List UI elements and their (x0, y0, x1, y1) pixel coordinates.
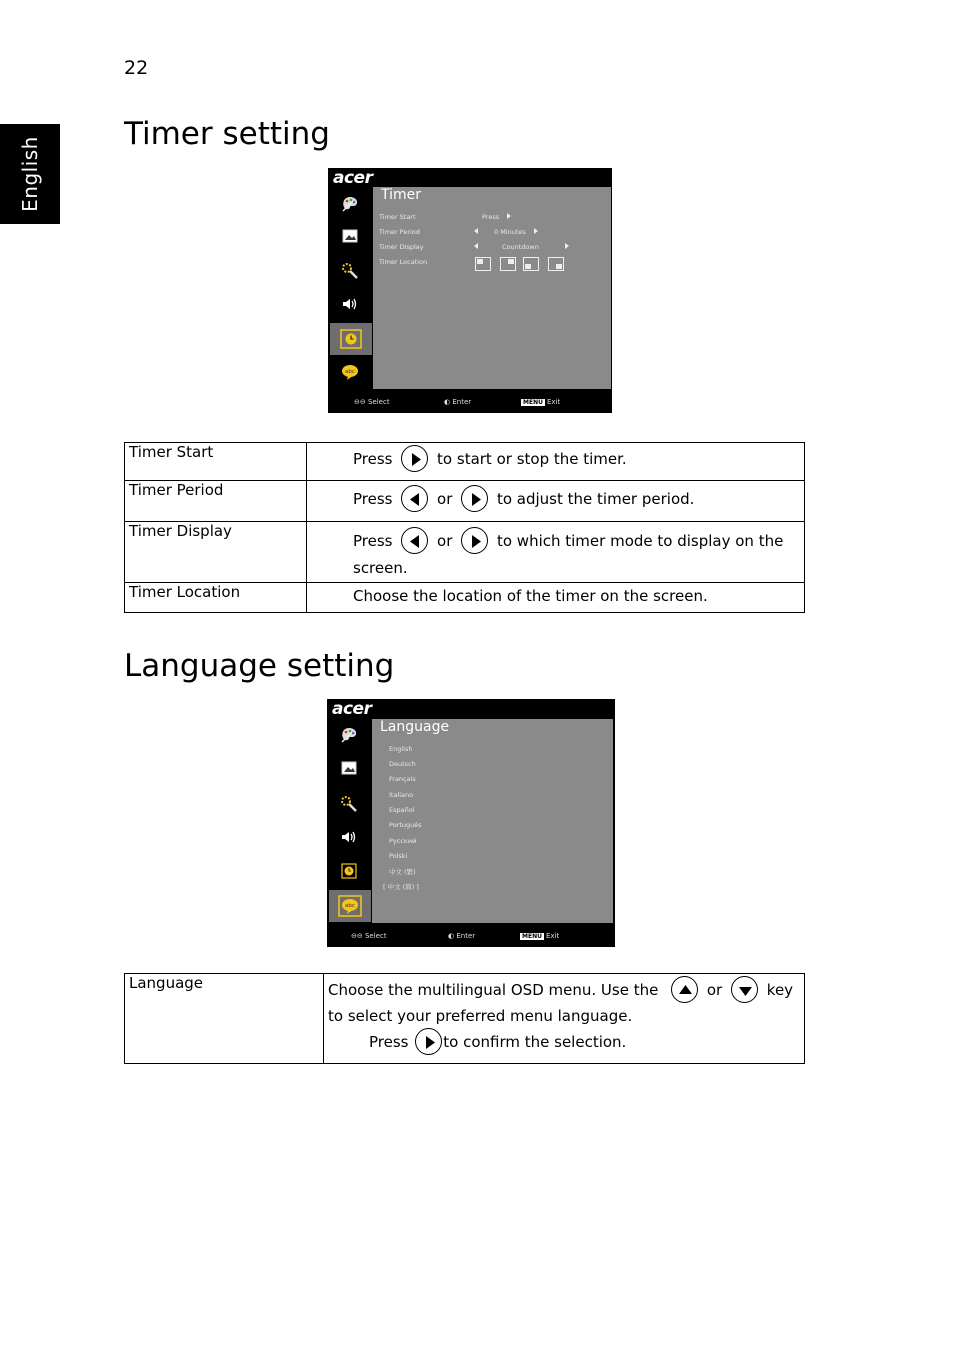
table-row (125, 974, 805, 1064)
timer-osd-screenshot (328, 168, 612, 413)
row-label: Timer Period (125, 481, 307, 522)
side-tab-label: English (18, 136, 42, 212)
row-description: Press or to adjust the timer period. (307, 481, 805, 522)
osd-row-timer-start: Timer Start (379, 213, 416, 221)
language-list-item: Español (389, 806, 415, 814)
picture-icon (338, 224, 362, 248)
location-top-left-icon (475, 257, 491, 271)
language-list-item: English (389, 745, 413, 753)
row-description: Choose the multilingual OSD menu. Use the or key to select your preferred menu language. Press to confirm the selection. (324, 974, 805, 1064)
settings-icon (337, 791, 361, 815)
language-list-item: Français (389, 775, 416, 783)
table-row (125, 583, 805, 613)
color-palette-icon (337, 723, 361, 747)
row-label: Timer Location (125, 583, 307, 613)
acer-logo: acer (332, 699, 372, 719)
footer-select: ⊖⊖ Select (351, 932, 387, 940)
audio-icon (337, 825, 361, 849)
picture-icon (337, 756, 361, 780)
language-list-item: Deutsch (389, 760, 416, 768)
right-arrow-button-icon (401, 445, 428, 472)
language-list-item: Italiano (389, 791, 414, 799)
row-label: Language (125, 974, 324, 1064)
left-arrow-button-icon (401, 485, 428, 512)
up-arrow-button-icon (671, 976, 698, 1003)
audio-icon (338, 292, 362, 316)
location-bottom-left-icon (523, 257, 539, 271)
osd-panel-title: Timer (381, 187, 422, 203)
row-description: Press to start or stop the timer. (307, 443, 805, 481)
language-osd-panel (372, 719, 613, 923)
table-row (125, 443, 805, 481)
left-arrow-button-icon (401, 527, 428, 554)
language-list-item: 中文 (繁) (389, 868, 416, 876)
timer-menu-icon (330, 323, 372, 355)
footer-exit: MENU Exit (523, 398, 561, 406)
table-row (125, 522, 805, 583)
timer-osd-panel (373, 187, 611, 389)
language-section-title: Language setting (124, 648, 395, 684)
row-description: Press or to which timer mode to display on the screen. (307, 522, 805, 583)
down-arrow-button-icon (731, 976, 758, 1003)
osd-value-timer-display: Countdown (474, 243, 569, 251)
osd-value-timer-start: Press (482, 213, 511, 221)
svg-text:abc: abc (345, 369, 355, 375)
language-list-item-selected: [ 中文 (简) ] (383, 883, 419, 891)
settings-icon (338, 258, 362, 282)
language-side-tab (0, 124, 60, 224)
row-label: Timer Start (125, 443, 307, 481)
table-row (125, 481, 805, 522)
acer-logo: acer (333, 168, 373, 188)
language-settings-table (124, 973, 805, 1064)
right-arrow-button-icon (461, 527, 488, 554)
svg-text:abc: abc (345, 903, 355, 909)
timer-section-title: Timer setting (124, 116, 330, 152)
right-arrow-button-icon (461, 485, 488, 512)
location-top-right-icon (500, 257, 516, 271)
footer-exit: MENU Exit (522, 932, 560, 940)
row-description: Choose the location of the timer on the screen. (307, 583, 805, 613)
row-label: Timer Display (125, 522, 307, 583)
osd-row-timer-period: Timer Period (379, 228, 420, 236)
color-palette-icon (338, 192, 362, 216)
timer-menu-icon (337, 859, 361, 883)
language-list-item: Русский (389, 837, 417, 845)
language-list-item: Português (389, 821, 422, 829)
language-menu-icon (329, 890, 371, 922)
osd-footer (328, 398, 612, 408)
language-menu-icon (338, 360, 362, 384)
osd-row-timer-location: Timer Location (379, 258, 428, 266)
language-osd-screenshot (327, 699, 615, 947)
timer-settings-table (124, 442, 805, 613)
page-number: 22 (124, 57, 149, 79)
footer-select: ⊖⊖ Select (354, 398, 390, 406)
right-arrow-button-icon (415, 1028, 442, 1055)
footer-enter: ◐ Enter (448, 932, 476, 940)
location-bottom-right-icon (548, 257, 564, 271)
osd-panel-title: Language (380, 719, 450, 735)
language-list-item: Polski (389, 852, 408, 860)
osd-row-timer-display: Timer Display (379, 243, 424, 251)
footer-enter: ◐ Enter (444, 398, 472, 406)
osd-value-timer-period: 0 Minutes (474, 228, 538, 236)
osd-footer (327, 932, 615, 942)
